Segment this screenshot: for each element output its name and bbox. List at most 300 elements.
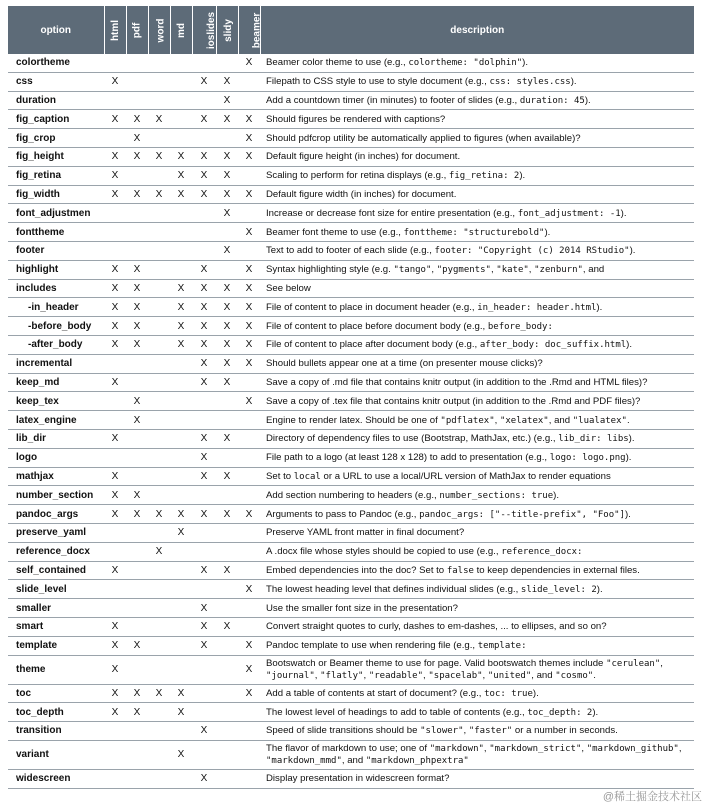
format-support-beamer: X	[238, 279, 260, 298]
header-format-pdf: pdf	[126, 6, 148, 54]
option-description	[260, 110, 694, 129]
header-format-md: md	[170, 6, 192, 54]
description-text: ,	[463, 725, 469, 737]
format-support-ioslides	[192, 486, 216, 505]
option-name: smart	[8, 617, 104, 636]
option-description	[260, 223, 694, 242]
table-row	[8, 317, 694, 336]
format-support-md: X	[170, 166, 192, 185]
format-support-ioslides: X	[192, 354, 216, 373]
format-support-beamer	[238, 72, 260, 91]
format-support-pdf: X	[126, 486, 148, 505]
table-row	[8, 298, 694, 317]
table-row	[8, 335, 694, 354]
format-support-md	[170, 91, 192, 110]
option-name: theme	[8, 655, 104, 684]
format-support-beamer	[238, 241, 260, 260]
format-support-html: X	[104, 703, 126, 722]
table-row	[8, 72, 694, 91]
format-support-pdf: X	[126, 684, 148, 703]
format-support-beamer: X	[238, 354, 260, 373]
option-name: includes	[8, 279, 104, 298]
description-text: .	[593, 669, 596, 681]
format-support-slidy	[216, 129, 238, 148]
format-support-html	[104, 411, 126, 430]
description-text: ,	[660, 657, 663, 669]
format-support-ioslides	[192, 703, 216, 722]
format-support-slidy	[216, 769, 238, 788]
format-support-pdf	[126, 740, 148, 769]
format-support-md	[170, 110, 192, 129]
table-row	[8, 392, 694, 411]
option-description	[260, 467, 694, 486]
description-text: ,	[314, 669, 321, 681]
description-text: Engine to render latex. Should be one of	[266, 414, 441, 426]
format-support-slidy: X	[216, 335, 238, 354]
format-support-pdf	[126, 448, 148, 467]
description-text: ).	[629, 245, 636, 257]
description-text: Save a copy of .md file that contains knitr output (in addition to the .Rmd and HTML files)?	[266, 376, 648, 388]
format-support-ioslides	[192, 523, 216, 542]
format-support-ioslides: X	[192, 636, 216, 655]
description-text: ,	[490, 264, 497, 276]
code-snippet: "flatly"	[320, 670, 364, 681]
option-name: fig_caption	[8, 110, 104, 129]
format-support-pdf: X	[126, 392, 148, 411]
format-support-slidy: X	[216, 505, 238, 524]
code-snippet: colortheme: "dolphin"	[408, 58, 523, 69]
description-text: ,	[528, 264, 535, 276]
format-support-ioslides: X	[192, 505, 216, 524]
format-support-beamer: X	[238, 298, 260, 317]
code-snippet: before_body:	[487, 321, 553, 332]
format-support-html	[104, 580, 126, 599]
option-description	[260, 241, 694, 260]
table-row	[8, 542, 694, 561]
format-support-ioslides: X	[192, 561, 216, 580]
option-description	[260, 317, 694, 336]
format-support-md	[170, 636, 192, 655]
format-support-html	[104, 91, 126, 110]
format-support-html: X	[104, 110, 126, 129]
option-name: pandoc_args	[8, 505, 104, 524]
option-name: font_adjustmen	[8, 204, 104, 223]
format-support-slidy: X	[216, 91, 238, 110]
header-option: option	[8, 6, 104, 54]
format-support-beamer	[238, 467, 260, 486]
format-support-md	[170, 411, 192, 430]
table-row	[8, 769, 694, 788]
format-support-pdf: X	[126, 129, 148, 148]
table-row	[8, 486, 694, 505]
format-support-word	[148, 740, 170, 769]
option-description	[260, 411, 694, 430]
option-description	[260, 703, 694, 722]
format-support-ioslides: X	[192, 147, 216, 166]
option-name: toc	[8, 684, 104, 703]
option-name: smaller	[8, 599, 104, 618]
table-row	[8, 722, 694, 741]
format-support-slidy	[216, 448, 238, 467]
description-text: Add section numbering to headers (e.g.,	[266, 489, 440, 501]
format-support-pdf: X	[126, 317, 148, 336]
format-support-slidy	[216, 260, 238, 279]
format-support-md	[170, 655, 192, 684]
format-support-word	[148, 260, 170, 279]
format-support-slidy	[216, 542, 238, 561]
format-support-md: X	[170, 279, 192, 298]
format-support-pdf	[126, 204, 148, 223]
format-support-md	[170, 54, 192, 72]
format-support-md	[170, 241, 192, 260]
format-support-pdf	[126, 523, 148, 542]
format-support-pdf	[126, 561, 148, 580]
header-row	[8, 6, 694, 54]
format-support-slidy	[216, 411, 238, 430]
description-text: See below	[266, 282, 311, 294]
format-support-word	[148, 354, 170, 373]
format-support-pdf	[126, 241, 148, 260]
option-name: logo	[8, 448, 104, 467]
option-description	[260, 260, 694, 279]
format-support-ioslides: X	[192, 72, 216, 91]
description-text: ).	[624, 508, 631, 520]
option-name: fig_height	[8, 147, 104, 166]
format-support-beamer	[238, 429, 260, 448]
format-support-pdf	[126, 580, 148, 599]
description-text: , and	[531, 669, 556, 681]
format-support-html: X	[104, 561, 126, 580]
option-description	[260, 204, 694, 223]
format-support-word	[148, 223, 170, 242]
format-support-pdf	[126, 354, 148, 373]
code-snippet: "faster"	[468, 726, 513, 737]
code-snippet: logo: logo.png	[549, 453, 626, 464]
description-text: ).	[553, 489, 559, 501]
format-support-html: X	[104, 72, 126, 91]
description-text: ,	[483, 742, 490, 754]
table-row	[8, 354, 694, 373]
table-row	[8, 617, 694, 636]
format-support-html	[104, 354, 126, 373]
table-row	[8, 523, 694, 542]
format-support-word: X	[148, 684, 170, 703]
description-text: , and	[582, 264, 605, 276]
code-snippet: "zenburn"	[534, 265, 583, 276]
option-name: self_contained	[8, 561, 104, 580]
option-description	[260, 429, 694, 448]
format-support-html: X	[104, 298, 126, 317]
format-support-slidy: X	[216, 279, 238, 298]
table-row	[8, 185, 694, 204]
format-support-pdf: X	[126, 279, 148, 298]
format-support-word	[148, 317, 170, 336]
code-snippet: "markdown_mmd"	[266, 755, 342, 766]
description-text: ).	[544, 226, 551, 238]
option-name: duration	[8, 91, 104, 110]
format-support-md	[170, 373, 192, 392]
format-support-pdf: X	[126, 110, 148, 129]
format-support-word	[148, 769, 170, 788]
format-support-word	[148, 617, 170, 636]
table-row	[8, 279, 694, 298]
format-support-ioslides: X	[192, 373, 216, 392]
format-support-pdf	[126, 373, 148, 392]
format-support-html: X	[104, 684, 126, 703]
code-snippet: local	[293, 471, 321, 482]
format-support-beamer	[238, 740, 260, 769]
code-snippet: "xelatex"	[499, 415, 549, 426]
format-support-md: X	[170, 147, 192, 166]
description-text: Convert straight quotes to curly, dashes to em-dashes, ... to ellipses, and so on?	[266, 621, 607, 633]
code-snippet: "pdflatex"	[440, 415, 495, 426]
format-support-md	[170, 769, 192, 788]
format-support-ioslides	[192, 241, 216, 260]
format-support-slidy: X	[216, 298, 238, 317]
code-snippet: toc_depth: 2	[527, 707, 593, 718]
description-text: Default figure height (in inches) for document.	[266, 151, 461, 163]
description-text: ).	[628, 433, 635, 445]
description-text: File of content to place before document body (e.g.,	[266, 320, 488, 332]
format-support-ioslides	[192, 204, 216, 223]
format-support-ioslides	[192, 129, 216, 148]
description-text: Syntax highlighting style (e.g.	[266, 264, 394, 276]
format-support-beamer	[238, 486, 260, 505]
code-snippet: "cosmo"	[555, 670, 594, 681]
format-support-ioslides	[192, 392, 216, 411]
code-snippet: slide_level: 2	[520, 584, 597, 595]
description-text: Display presentation in widescreen format?	[266, 773, 450, 785]
format-support-ioslides: X	[192, 279, 216, 298]
format-support-slidy: X	[216, 204, 238, 223]
format-support-pdf	[126, 769, 148, 788]
format-support-word	[148, 722, 170, 741]
option-name: template	[8, 636, 104, 655]
header-format-beamer: beamer	[238, 6, 260, 54]
option-description	[260, 354, 694, 373]
description-text: Should figures be rendered with captions?	[266, 113, 446, 125]
table-row	[8, 580, 694, 599]
format-support-ioslides: X	[192, 166, 216, 185]
option-description	[260, 448, 694, 467]
header-format-word: word	[148, 6, 170, 54]
format-support-beamer: X	[238, 335, 260, 354]
format-support-slidy	[216, 599, 238, 618]
format-support-html	[104, 392, 126, 411]
format-support-html: X	[104, 373, 126, 392]
format-support-beamer: X	[238, 54, 260, 72]
description-text: Default figure width (in inches) for document.	[266, 188, 457, 200]
format-support-md	[170, 72, 192, 91]
code-snippet: number_sections: true	[439, 490, 554, 501]
table-row	[8, 703, 694, 722]
format-support-slidy: X	[216, 354, 238, 373]
description-text: ).	[532, 687, 539, 699]
format-support-slidy: X	[216, 241, 238, 260]
format-support-html: X	[104, 636, 126, 655]
format-support-beamer	[238, 617, 260, 636]
code-snippet: "markdown_phpextra"	[365, 755, 469, 766]
code-snippet: "spacelab"	[428, 670, 483, 681]
format-support-ioslides: X	[192, 185, 216, 204]
format-support-beamer: X	[238, 260, 260, 279]
format-support-html: X	[104, 486, 126, 505]
format-support-slidy: X	[216, 185, 238, 204]
format-support-pdf: X	[126, 636, 148, 655]
option-description	[260, 72, 694, 91]
option-name: fig_width	[8, 185, 104, 204]
format-support-html: X	[104, 429, 126, 448]
format-support-html	[104, 448, 126, 467]
format-support-word	[148, 467, 170, 486]
format-support-ioslides: X	[192, 467, 216, 486]
format-support-slidy: X	[216, 373, 238, 392]
table-row	[8, 655, 694, 684]
format-support-beamer: X	[238, 147, 260, 166]
format-support-word	[148, 298, 170, 317]
option-description	[260, 769, 694, 788]
format-support-slidy: X	[216, 166, 238, 185]
format-support-beamer	[238, 769, 260, 788]
option-name: reference_docx	[8, 542, 104, 561]
option-description	[260, 166, 694, 185]
description-text: ,	[678, 742, 682, 754]
format-support-beamer	[238, 166, 260, 185]
description-text: Add a table of contents at start of document? (e.g.,	[266, 687, 485, 699]
format-support-word: X	[148, 185, 170, 204]
format-support-beamer	[238, 542, 260, 561]
description-text: Directory of dependency files to use (Bootstrap, MathJax, etc.) (e.g.,	[266, 433, 559, 445]
description-text: , and	[341, 754, 366, 766]
description-text: ).	[519, 170, 526, 182]
option-name: -before_body	[8, 317, 104, 336]
format-support-md	[170, 617, 192, 636]
format-support-slidy: X	[216, 561, 238, 580]
format-support-word	[148, 486, 170, 505]
option-name: mathjax	[8, 467, 104, 486]
format-support-beamer	[238, 722, 260, 741]
format-support-md: X	[170, 298, 192, 317]
format-support-ioslides	[192, 223, 216, 242]
format-support-beamer: X	[238, 317, 260, 336]
format-support-md	[170, 486, 192, 505]
option-description	[260, 373, 694, 392]
format-support-md: X	[170, 684, 192, 703]
format-support-beamer: X	[238, 185, 260, 204]
description-text: ).	[592, 706, 599, 718]
format-support-word	[148, 54, 170, 72]
code-snippet: "pygments"	[436, 265, 491, 276]
description-text: Text to add to footer of each slide (e.g.,	[266, 245, 435, 257]
option-name: fonttheme	[8, 223, 104, 242]
format-support-beamer	[238, 561, 260, 580]
format-support-beamer: X	[238, 636, 260, 655]
table-row	[8, 411, 694, 430]
format-support-html	[104, 542, 126, 561]
format-support-ioslides: X	[192, 298, 216, 317]
option-name: -in_header	[8, 298, 104, 317]
description-text: Arguments to pass to Pandoc (e.g.,	[266, 508, 420, 520]
format-support-word: X	[148, 147, 170, 166]
description-text: ,	[363, 669, 369, 681]
option-name: colortheme	[8, 54, 104, 72]
option-description	[260, 392, 694, 411]
format-support-beamer: X	[238, 684, 260, 703]
code-snippet: toc: true	[484, 688, 533, 699]
format-support-pdf	[126, 722, 148, 741]
description-text: File of content to place in document header (e.g.,	[266, 301, 478, 313]
format-support-slidy: X	[216, 72, 238, 91]
description-text: Should bullets appear one at a time (on presenter mouse clicks)?	[266, 358, 543, 370]
description-text: Scaling to perform for retina displays (e.g.,	[266, 170, 449, 182]
code-snippet: duration: 45	[519, 95, 585, 106]
description-text: .	[626, 414, 630, 426]
format-support-slidy	[216, 54, 238, 72]
table-row	[8, 166, 694, 185]
option-description	[260, 599, 694, 618]
header-description: description	[260, 6, 694, 54]
format-support-word	[148, 561, 170, 580]
option-description	[260, 580, 694, 599]
format-support-md	[170, 129, 192, 148]
description-text: ,	[494, 414, 500, 426]
format-support-html	[104, 223, 126, 242]
format-support-word: X	[148, 542, 170, 561]
format-support-pdf	[126, 91, 148, 110]
description-text: A .docx file whose styles should be copied to use (e.g.,	[266, 546, 502, 558]
description-text: to keep dependencies in external files.	[473, 564, 640, 576]
format-support-slidy: X	[216, 110, 238, 129]
code-snippet: template:	[477, 641, 527, 652]
format-support-ioslides	[192, 684, 216, 703]
format-support-beamer	[238, 204, 260, 223]
option-name: fig_retina	[8, 166, 104, 185]
format-support-html: X	[104, 279, 126, 298]
format-support-ioslides: X	[192, 769, 216, 788]
description-text: Use the smaller font size in the presentation?	[266, 602, 458, 614]
code-snippet: reference_docx:	[501, 547, 583, 558]
format-support-md: X	[170, 740, 192, 769]
code-snippet: in_header: header.html	[477, 302, 597, 313]
format-support-md: X	[170, 185, 192, 204]
format-support-beamer	[238, 373, 260, 392]
format-support-pdf: X	[126, 505, 148, 524]
option-name: transition	[8, 722, 104, 741]
format-support-slidy: X	[216, 429, 238, 448]
format-support-beamer: X	[238, 110, 260, 129]
format-support-pdf: X	[126, 298, 148, 317]
option-name: fig_crop	[8, 129, 104, 148]
option-description	[260, 740, 694, 769]
format-support-word	[148, 241, 170, 260]
format-support-ioslides: X	[192, 110, 216, 129]
format-support-pdf	[126, 617, 148, 636]
format-support-word: X	[148, 505, 170, 524]
format-support-pdf	[126, 72, 148, 91]
format-support-md	[170, 429, 192, 448]
description-text: The flavor of markdown to use; one of	[266, 742, 430, 754]
table-row	[8, 91, 694, 110]
option-description	[260, 722, 694, 741]
format-support-html	[104, 241, 126, 260]
code-snippet: "lualatex"	[572, 415, 627, 426]
format-support-html: X	[104, 166, 126, 185]
description-text: Preserve YAML front matter in final document?	[266, 527, 465, 539]
table-row	[8, 223, 694, 242]
description-text: , and	[548, 414, 573, 426]
description-text: Save a copy of .tex file that contains knitr output (in addition to the .Rmd and PDF files)?	[266, 395, 641, 407]
code-snippet: false	[446, 565, 474, 576]
